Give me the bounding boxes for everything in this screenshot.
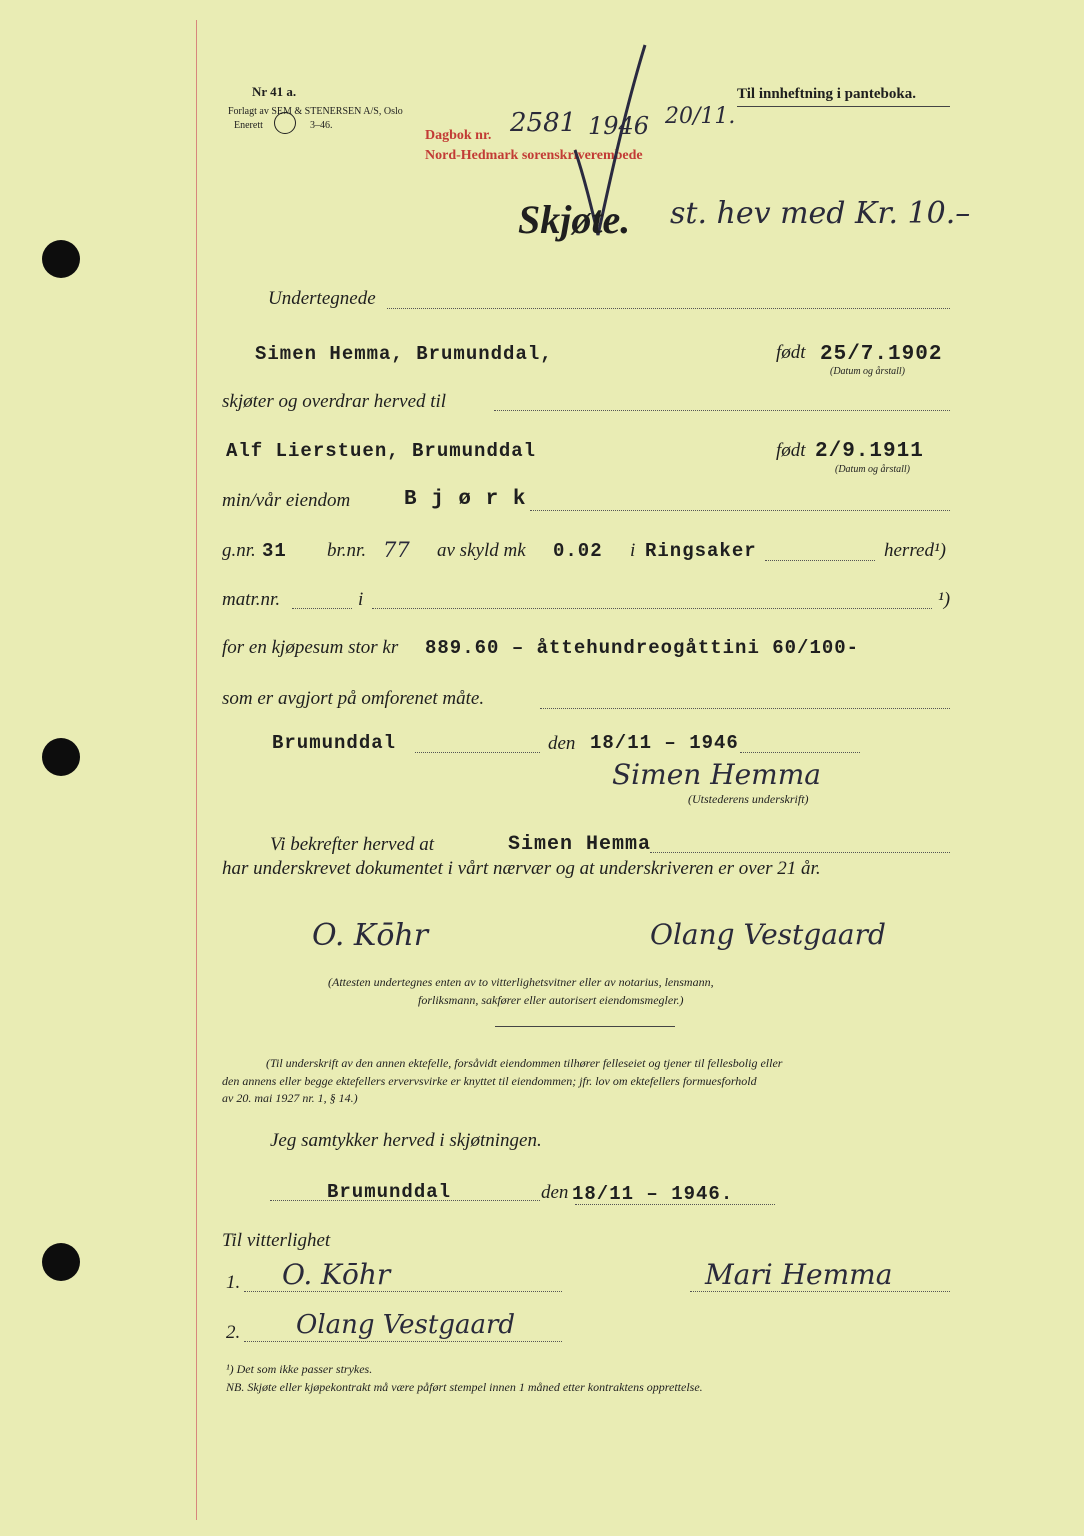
price-label: for en kjøpesum stor kr xyxy=(222,637,399,658)
document-title: Skjøte. xyxy=(518,197,631,242)
confirm-name: Simen Hemma xyxy=(508,833,652,856)
witness-2-signature: Olang Vestgaard xyxy=(296,1310,516,1340)
transfer-text: skjøter og overdrar herved til xyxy=(222,391,447,412)
filing-note: Til innheftning i panteboka. xyxy=(737,86,916,102)
consent-text: Jeg samtykker herved i skjøtningen. xyxy=(270,1130,542,1151)
stamp-year: 1946 xyxy=(588,112,650,140)
date-den-label: den xyxy=(548,733,576,754)
witness-2-number: 2. xyxy=(226,1322,241,1343)
confirm-text: Vi bekrefter herved at xyxy=(270,834,435,855)
transfer-line xyxy=(494,410,950,411)
attest-note-1: (Attesten undertegnes enten av to vitterlighetsvitner eller av notarius, lensmann, xyxy=(328,975,714,989)
buyer-fodt-label: født xyxy=(776,440,806,461)
date: 18/11 – 1946 xyxy=(590,732,739,754)
binder-hole-middle xyxy=(42,738,80,776)
margin-line xyxy=(196,20,197,1520)
place-line xyxy=(415,752,540,753)
confirm-line-2: har underskrevet dokumentet i vårt nærvær og at underskriveren er over 21 år. xyxy=(222,858,821,879)
spouse-place: Brumunddal xyxy=(327,1181,452,1203)
spouse-note-3: av 20. mai 1927 nr. 1, § 14.) xyxy=(222,1091,358,1105)
stamp-date: 20/11. xyxy=(665,104,736,129)
footnote-2: NB. Skjøte eller kjøpekontrakt må være påført stempel innen 1 måned etter kontraktens opprettelse. xyxy=(226,1380,703,1394)
property-name: B j ø r k xyxy=(404,488,527,511)
spouse-date-line xyxy=(575,1204,775,1205)
matr-line-2 xyxy=(372,608,932,609)
binder-hole-bottom xyxy=(42,1243,80,1281)
witness-1-number: 1. xyxy=(226,1272,241,1293)
undertegnede-label: Undertegnede xyxy=(268,288,376,309)
spouse-note-1: (Til underskrift av den annen ektefelle, forsåvidt eiendommen tilhører felleseiet og tjener til fellesbolig eller xyxy=(266,1056,783,1070)
witness-2-line xyxy=(244,1341,562,1342)
brnr-label: br.nr. xyxy=(327,540,367,561)
property-label: min/vår eiendom xyxy=(222,490,351,511)
price-value: 889.60 – åttehundreogåttini 60/100- xyxy=(425,637,860,659)
spouse-place-line xyxy=(270,1200,540,1201)
property-line xyxy=(530,510,950,511)
settled-line xyxy=(540,708,950,709)
stamp-dagbok-label: Dagbok nr. xyxy=(425,128,492,143)
place: Brumunddal xyxy=(272,732,397,754)
witness-1-signature: O. Kōhr xyxy=(282,1258,391,1291)
spouse-note-2: den annens eller begge ektefellers ervervsvirke er knyttet til eiendommen; jfr. lov om ektefellers formuesforhold xyxy=(222,1074,757,1088)
spouse-den-label: den xyxy=(541,1182,569,1203)
seller-signature: Simen Hemma xyxy=(612,758,821,791)
spouse-signature: Mari Hemma xyxy=(705,1258,893,1291)
herred-i-label: i xyxy=(630,540,636,561)
seller-birth: 25/7.1902 xyxy=(820,343,943,366)
witness-1-line xyxy=(244,1291,562,1292)
buyer-birth: 2/9.1911 xyxy=(815,440,924,463)
binder-hole-top xyxy=(42,240,80,278)
gnr-label: g.nr. xyxy=(222,540,256,561)
publisher-line-1: Forlagt av SEM & STENERSEN A/S, Oslo xyxy=(228,106,403,117)
footnote-1: ¹) Det som ikke passer strykes. xyxy=(226,1362,373,1376)
herred-label: herred¹) xyxy=(884,540,946,561)
brnr-value: 77 xyxy=(383,538,410,562)
seller-datum-hint: (Datum og årstall) xyxy=(830,366,905,377)
settled-text: som er avgjort på omforenet måte. xyxy=(222,688,485,709)
herred-name: Ringsaker xyxy=(645,540,757,562)
skyld-label: av skyld mk xyxy=(437,540,526,561)
skyld-value: 0.02 xyxy=(553,540,603,562)
matr-i-label: i xyxy=(358,589,364,610)
matr-line-1 xyxy=(292,608,352,609)
matr-end: ¹) xyxy=(938,589,951,610)
witness-label: Til vitterlighet xyxy=(222,1230,331,1251)
form-number: Nr 41 a. xyxy=(252,84,297,99)
seller-name: Simen Hemma, Brumunddal, xyxy=(255,343,553,365)
stamp-office: Nord-Hedmark sorenskriverembede xyxy=(425,148,643,163)
spouse-signature-line xyxy=(690,1291,950,1292)
publisher-logo-icon xyxy=(274,112,296,134)
fee-note: st. hev med Kr. 10.– xyxy=(670,196,971,231)
matr-label: matr.nr. xyxy=(222,589,281,610)
herred-line xyxy=(765,560,875,561)
stamp-number: 2581 xyxy=(510,108,577,138)
publisher-line-2: Enerett xyxy=(234,120,263,131)
attest-note-2: forliksmann, sakfører eller autorisert eiendomsmegler.) xyxy=(418,993,684,1007)
gnr-value: 31 xyxy=(262,540,287,562)
confirm-line xyxy=(650,852,950,853)
witness-signature-2: Olang Vestgaard xyxy=(650,918,886,951)
seller-fodt-label: født xyxy=(776,342,806,363)
buyer-datum-hint: (Datum og årstall) xyxy=(835,464,910,475)
witness-signature-1: O. Kōhr xyxy=(312,918,429,953)
filing-underline xyxy=(737,106,950,107)
publisher-line-3: 3–46. xyxy=(310,120,333,131)
attest-divider xyxy=(495,1026,675,1027)
undertegnede-line xyxy=(387,308,950,309)
signature-caption: (Utstederens underskrift) xyxy=(688,792,809,806)
date-line xyxy=(740,752,860,753)
buyer-name: Alf Lierstuen, Brumunddal xyxy=(226,440,537,462)
spouse-date: 18/11 – 1946. xyxy=(572,1183,734,1205)
